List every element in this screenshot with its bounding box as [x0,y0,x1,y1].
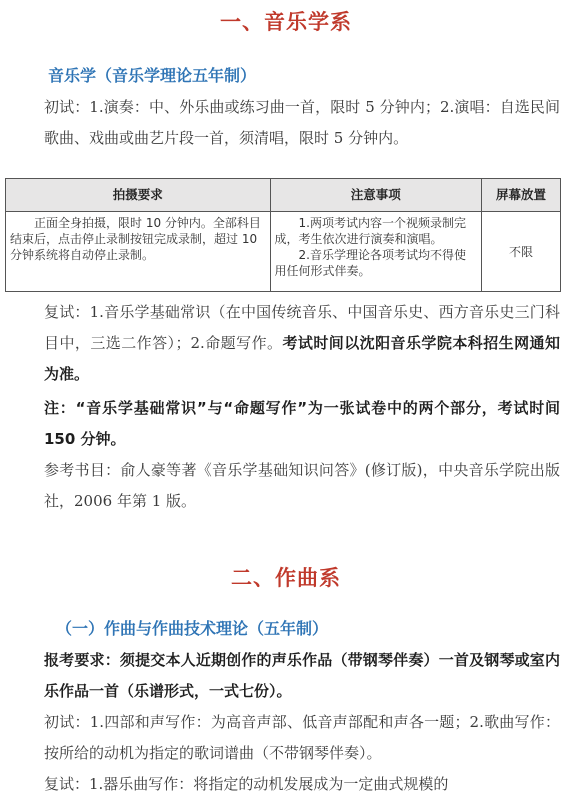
cell-screen: 不限 [482,212,561,292]
note-1: 1.两项考试内容一个视频录制完成，考生依次进行演奏和演唱。 [274,216,466,246]
cell-notes [270,212,482,292]
requirement-paragraph [10,645,560,707]
prelim-paragraph [10,92,560,154]
header-screen: 屏幕放置 [482,179,561,212]
reference-text: 参考书目：俞人豪等著《音乐学基础知识问答》(修订版)，中央音乐学院出版社，2006 年第 1 版。 [44,461,560,510]
note-2: 2.音乐学理论各项考试均不得使用任何形式伴奏。 [274,248,466,278]
prelim-text: 初试：1.演奏：中、外乐曲或练习曲一首，限时 5 分钟内；2.演唱：自选民间歌曲、戏曲或曲艺片段一首，须清唱，限时 5 分钟内。 [44,98,560,147]
section2-prelim-text: 初试：1.四部和声写作：为高音声部、低音声部配和声各一题；2.歌曲写作：按所给的动机为指定的歌词谱曲（不带钢琴伴奏）。 [44,713,560,762]
section2-retest-text: 复试：1.器乐曲写作：将指定的动机发展成为一定曲式规模的 [44,775,449,793]
section1-subtitle: 音乐学（音乐学理论五年制） [48,66,257,85]
note-text: 注：“音乐学基础常识”与“命题写作”为一张试卷中的两个部分，考试时间 150 分钟。 [44,399,560,448]
section1-title: 一、音乐学系 [220,10,352,34]
section2-prelim-paragraph [10,707,560,769]
section2-title: 二、作曲系 [231,566,341,590]
header-notes: 注意事项 [270,179,482,212]
header-shooting: 拍摄要求 [6,179,271,212]
note-paragraph [10,393,560,455]
cell-shooting: 正面全身拍摄，限时 10 分钟内。全部科目结束后，点击停止录制按钮完成录制，超过 10 分钟系统将自动停止录制。 [6,212,271,292]
reference-paragraph [10,455,560,517]
requirements-table [5,178,561,292]
section2-retest-paragraph [10,769,560,800]
retest-text: 复试：1.音乐学基础常识（在中国传统音乐、中国音乐史、西方音乐史三门科目中，三选二作答）；2.命题写作。 [44,303,560,352]
requirement-text: 报考要求：须提交本人近期创作的声乐作品（带钢琴伴奏）一首及钢琴或室内乐作品一首（乐谱形式，一式七份）。 [44,651,560,700]
section2-subtitle: （一）作曲与作曲技术理论（五年制） [56,619,329,638]
table-row [6,212,561,292]
retest-bold-text: 考试时间以沈阳音乐学院本科招生网通知为准。 [44,334,560,383]
retest-paragraph [10,297,560,390]
table-header-row [6,179,561,212]
